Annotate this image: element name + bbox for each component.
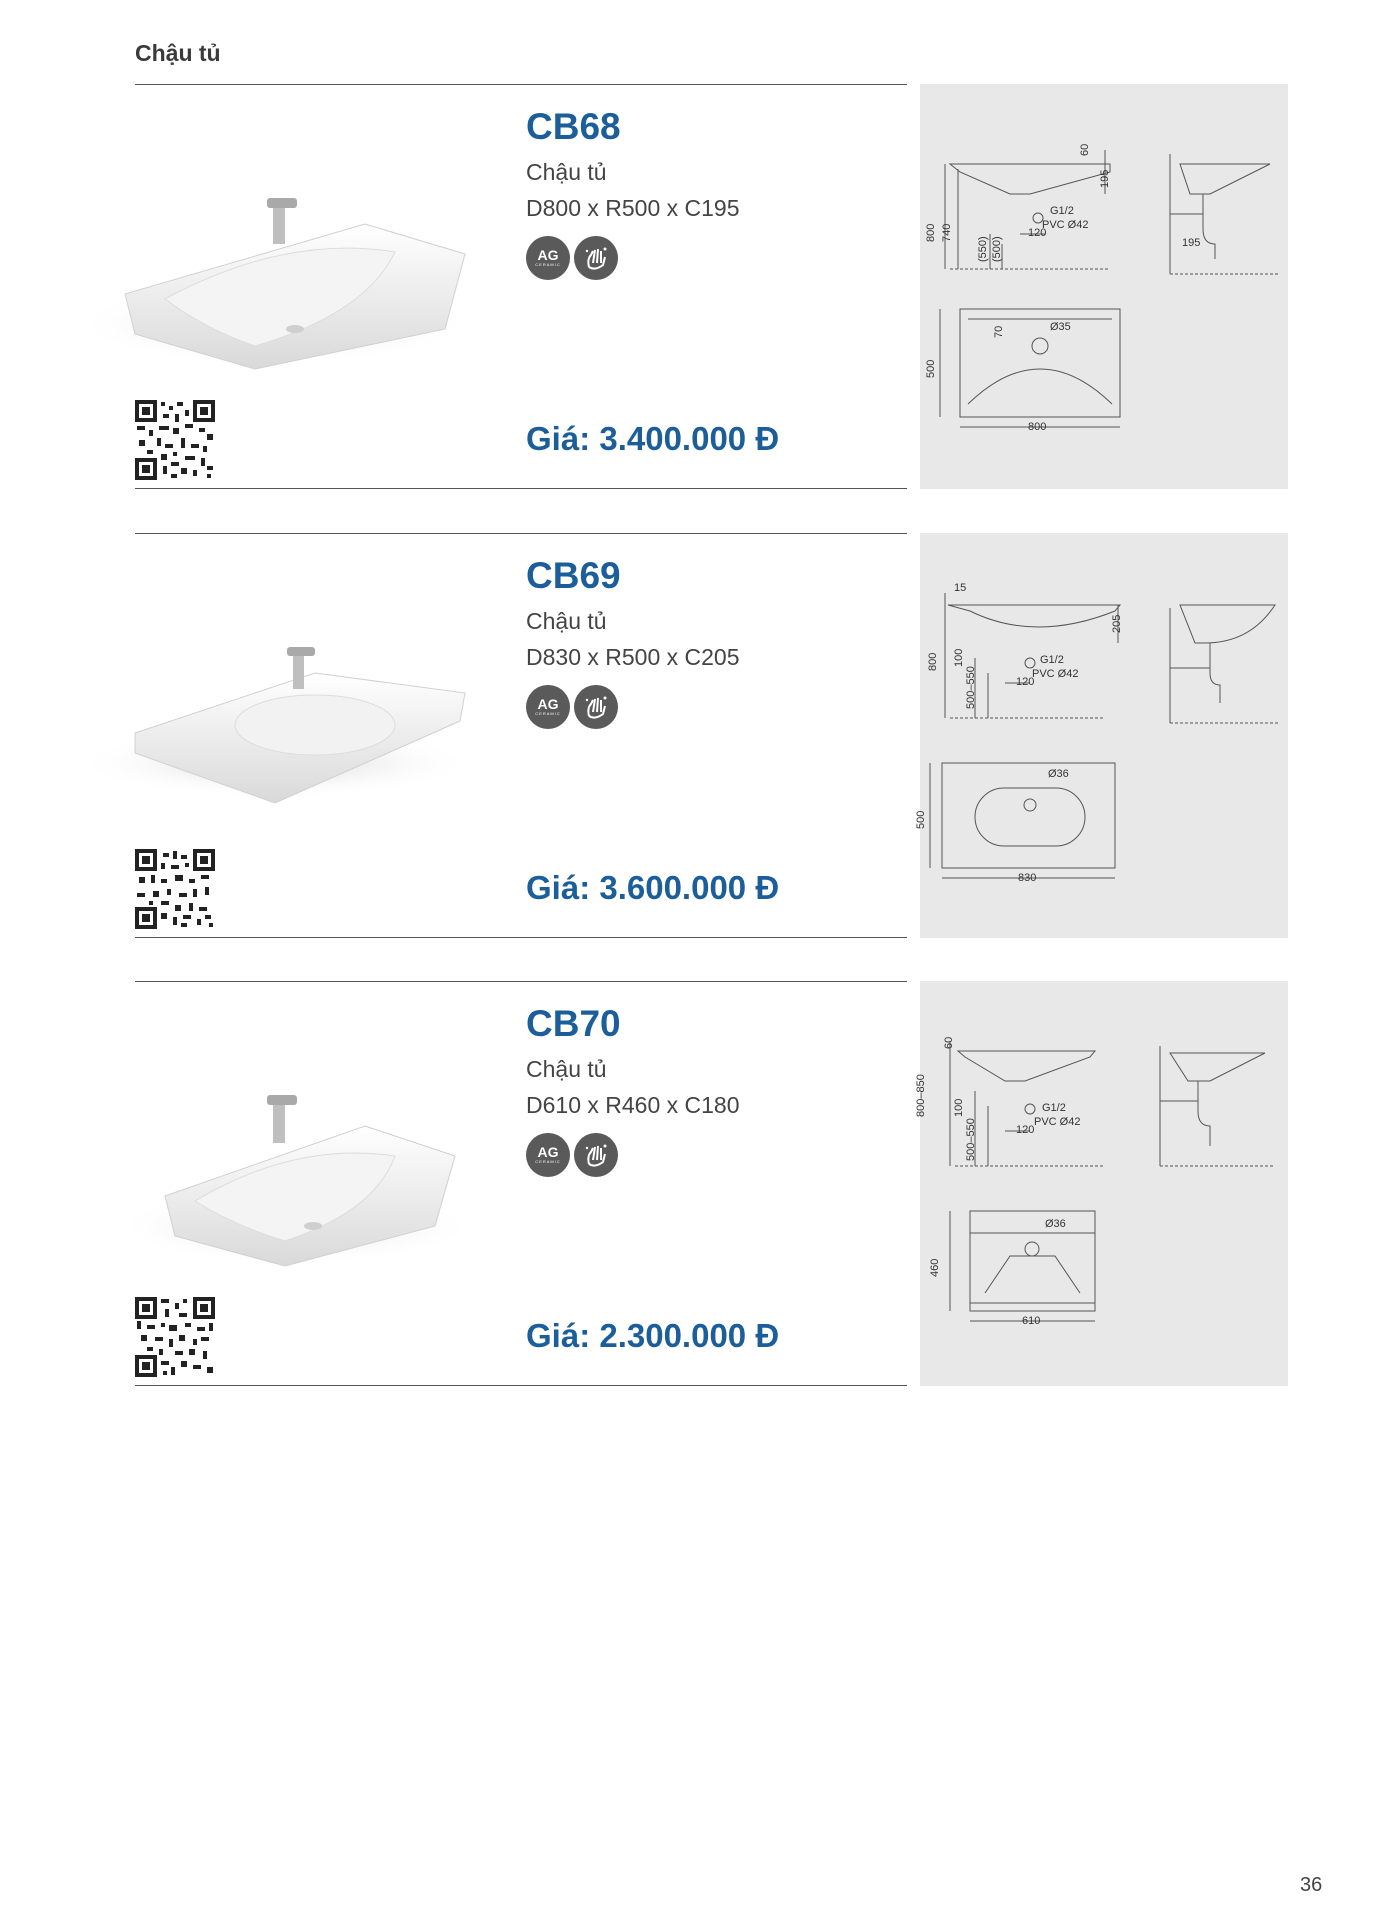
dim-d2: 500–550 [965,666,977,709]
dim-plan-height: 460 [929,1258,941,1277]
dim-depth: 205 [1111,614,1123,633]
feature-badges [526,1133,618,1177]
product-price: Giá: 2.300.000 Đ [526,1317,780,1354]
dim-top: 60 [943,1036,955,1049]
technical-drawing [915,533,1288,938]
dim-height: 800 [927,652,939,671]
dim-pipe-2: PVC Ø42 [1042,219,1089,231]
dim-d1: (550) [977,236,989,262]
section-title: Chậu tủ [135,40,221,66]
ag-ceramic-badge-icon: AG CERAMIC [526,1133,570,1177]
product-kind: Chậu tủ [526,1056,607,1082]
easy-clean-hand-icon [574,236,618,280]
dim-plan-height: 500 [925,359,937,378]
product-price: Giá: 3.600.000 Đ [526,869,780,906]
product-dimensions: D800 x R500 x C195 [526,195,740,221]
dim-height: 800–850 [915,1074,927,1117]
dim-pipe-2: PVC Ø42 [1034,1116,1081,1128]
dim-hole: Ø35 [1050,321,1071,333]
easy-clean-hand-icon [574,685,618,729]
dim-width: 800 [1028,421,1047,433]
dim-spacing: 120 [1028,227,1047,239]
dim-d2: 500–550 [965,1118,977,1161]
dim-pipe-1: G1/2 [1040,654,1064,666]
washbasin-photo [65,124,485,404]
dim-d1: 100 [953,1098,965,1117]
dim-depth: 195 [1099,169,1111,188]
dim-width: 830 [1018,872,1037,884]
dim-hole-offset: 70 [993,325,1005,338]
qr-code[interactable] [135,849,215,929]
technical-drawing [920,84,1288,489]
product-code: CB69 [526,555,621,596]
product-price: Giá: 3.400.000 Đ [526,420,780,457]
feature-badges [526,685,618,729]
product-kind: Chậu tủ [526,608,607,634]
feature-badges [526,236,618,280]
dim-d1: 100 [953,648,965,667]
dim-spacing: 120 [1016,676,1035,688]
product-code: CB68 [526,106,621,147]
dim-pipe-2: PVC Ø42 [1032,668,1079,680]
product-top-divider [135,533,907,534]
product-dimensions: D830 x R500 x C205 [526,644,740,670]
dim-height: 800 [925,223,937,242]
dim-hole: Ø36 [1045,1218,1066,1230]
dim-height-2: 740 [941,223,953,242]
technical-drawing-panel [915,981,1288,1386]
product-card-cb68 [135,84,1290,489]
easy-clean-hand-icon [574,1133,618,1177]
technical-drawing-panel [915,533,1288,938]
technical-drawing [915,981,1288,1386]
washbasin-photo [65,1021,485,1301]
qr-code[interactable] [135,400,215,480]
product-code: CB70 [526,1003,621,1044]
dim-plan-height: 500 [915,810,927,829]
ag-ceramic-badge-icon: AG CERAMIC [526,236,570,280]
product-dimensions: D610 x R460 x C180 [526,1092,740,1118]
product-kind: Chậu tủ [526,159,607,185]
product-card-cb70 [135,981,1290,1386]
technical-drawing-panel [920,84,1288,489]
dim-d2: (500) [991,236,1003,262]
dim-side: 195 [1182,237,1201,249]
ag-ceramic-badge-icon: AG CERAMIC [526,685,570,729]
dim-spacing: 120 [1016,1124,1035,1136]
product-bottom-divider [135,488,907,489]
product-card-cb69 [135,533,1290,938]
dim-pipe-1: G1/2 [1050,205,1074,217]
product-bottom-divider [135,937,907,938]
dim-hole: Ø36 [1048,768,1069,780]
dim-width: 610 [1022,1315,1041,1327]
washbasin-photo [65,573,485,853]
qr-code[interactable] [135,1297,215,1377]
page-number: 36 [1300,1874,1323,1896]
dim-rim: 15 [954,582,967,594]
product-bottom-divider [135,1385,907,1386]
dim-pipe-1: G1/2 [1042,1102,1066,1114]
dim-top: 60 [1079,143,1091,156]
product-top-divider [135,981,907,982]
